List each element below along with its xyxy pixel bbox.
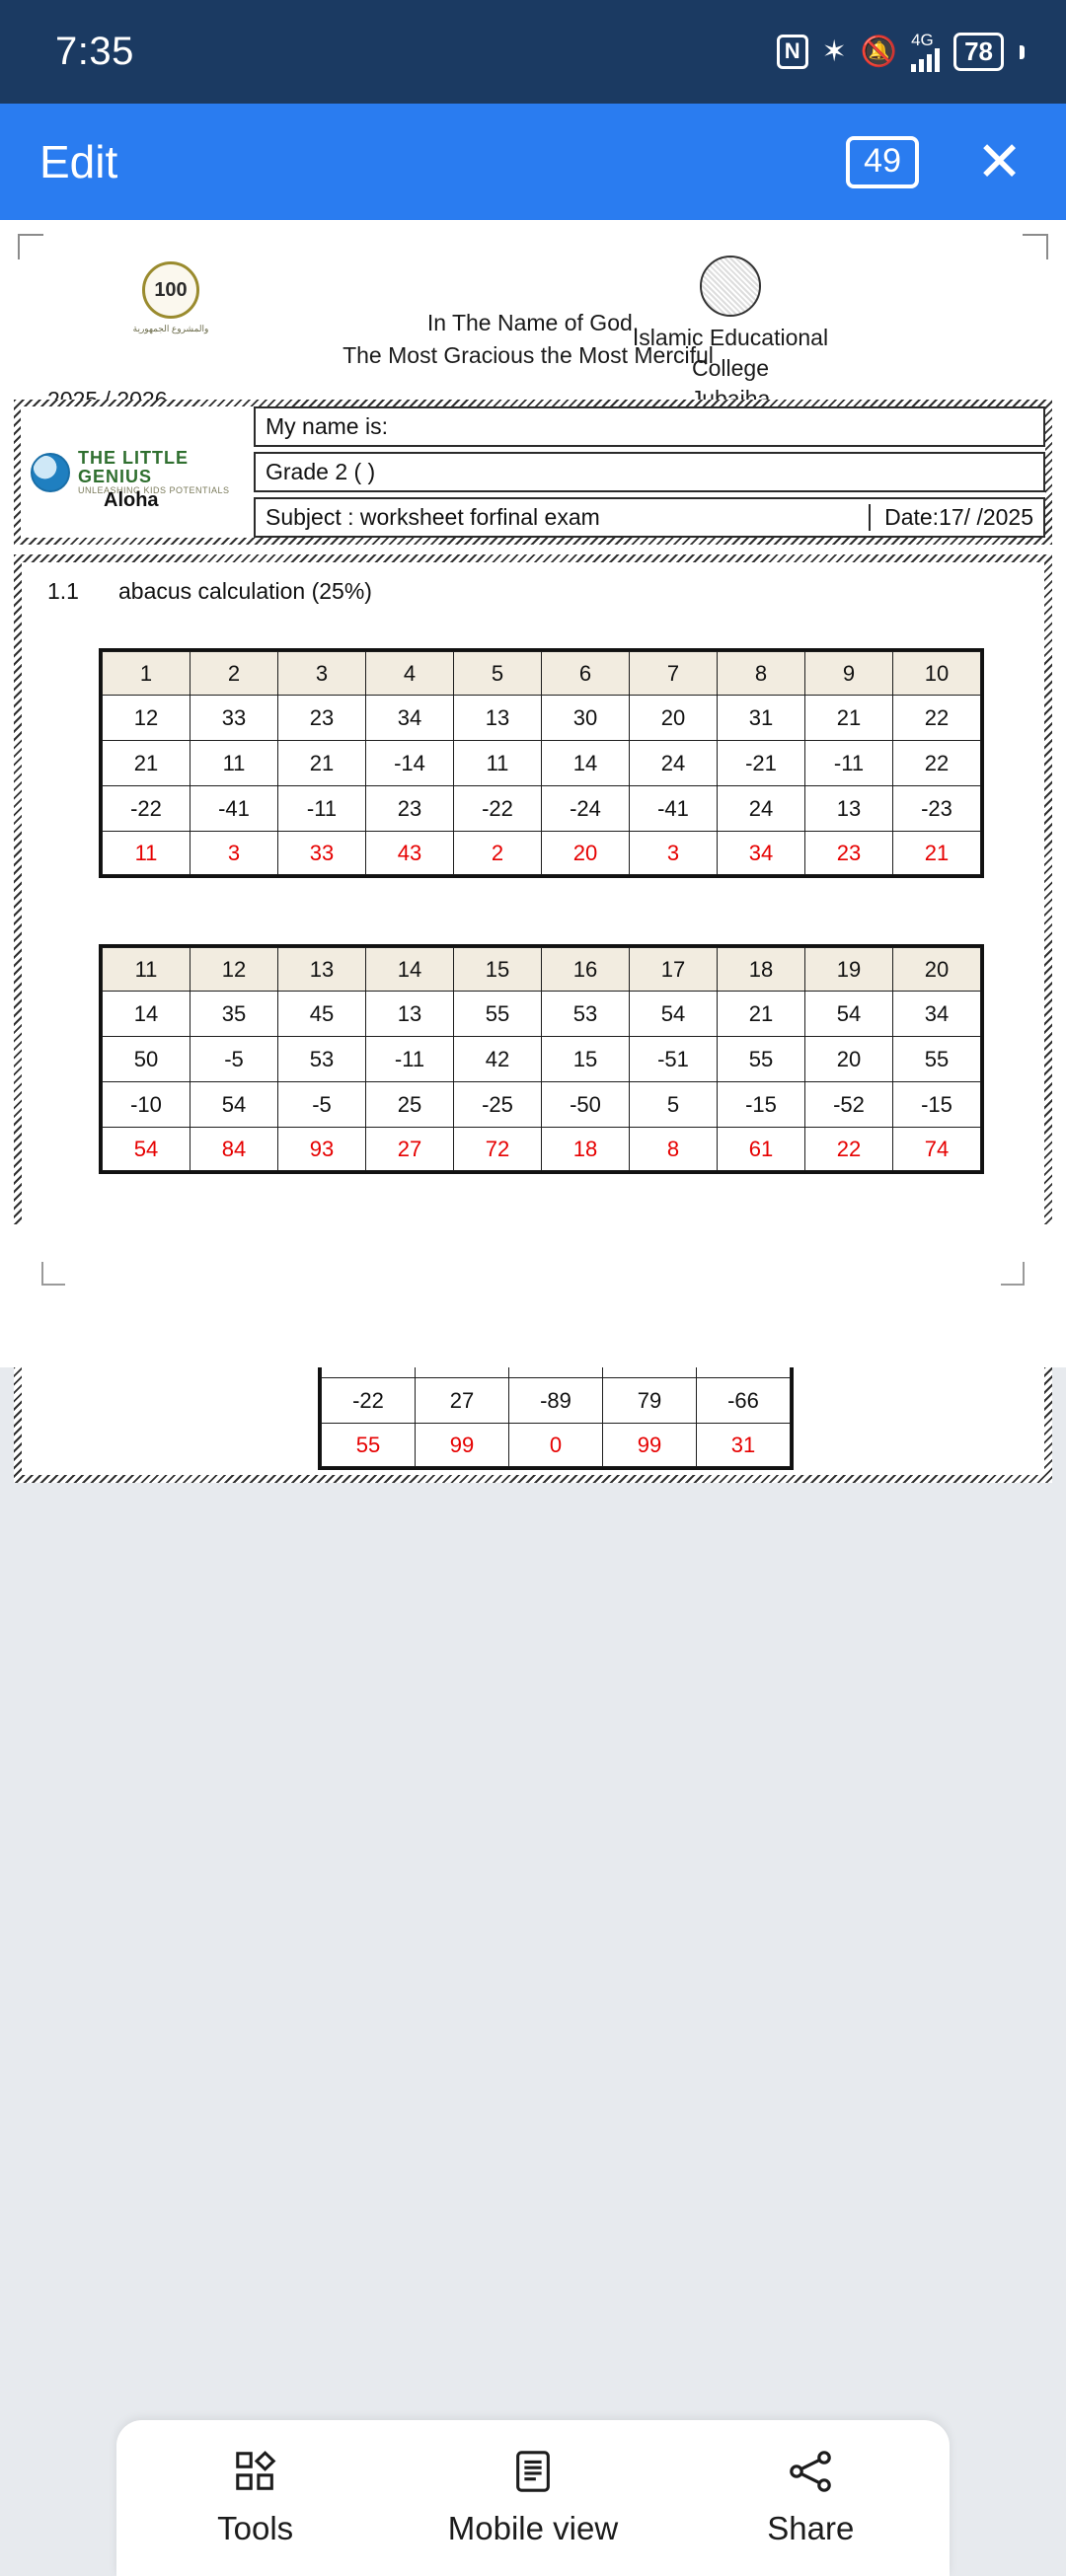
table-cell: 23 (278, 696, 366, 741)
battery-tip-icon (1020, 45, 1025, 59)
table-cell: -11 (805, 741, 893, 786)
table-cell: -5 (190, 1037, 278, 1082)
answer-cell: 27 (366, 1128, 454, 1171)
table-cell: 13 (454, 696, 542, 741)
info-fields (254, 406, 1045, 538)
table-cell: 53 (542, 992, 630, 1037)
table-cell: 53 (278, 1037, 366, 1082)
answer-cell: 21 (893, 832, 981, 875)
table-cell: 33 (190, 696, 278, 741)
school-seal-icon (700, 256, 761, 317)
toolbar-item-mobile-view-label: Mobile view (447, 2510, 619, 2546)
ministry-seal-number: 100 (142, 261, 199, 319)
answer-cell: 8 (630, 1128, 718, 1171)
table-cell: -24 (542, 786, 630, 832)
table-header-cell: 9 (805, 652, 893, 696)
document-page[interactable] (0, 220, 1066, 1457)
toolbar-item-share-label: Share (767, 2510, 855, 2546)
answer-cell: 74 (893, 1128, 981, 1171)
table-row (103, 832, 981, 875)
table-header-cell: 13 (278, 948, 366, 992)
table-row (103, 652, 981, 696)
school-name-line-2: College (692, 355, 769, 382)
table-row (322, 1378, 791, 1424)
toolbar-item-share[interactable] (692, 2449, 929, 2547)
table-cell: 14 (103, 992, 190, 1037)
close-icon[interactable]: ✕ (976, 130, 1023, 192)
table-cell: -23 (893, 786, 981, 832)
answer-cell: 3 (630, 832, 718, 875)
tools-icon (233, 2449, 278, 2494)
grade-field-row[interactable] (254, 452, 1045, 492)
crop-mark-bottom-left-icon (41, 1262, 65, 1286)
answer-cell: 3 (190, 832, 278, 875)
school-seal-block (582, 256, 878, 414)
basmala-line-1: In The Name of God, (426, 310, 640, 335)
table-row (103, 948, 981, 992)
table-cell: -21 (718, 741, 805, 786)
abacus-table-2 (99, 944, 984, 1174)
table-header-cell: 7 (630, 652, 718, 696)
table-cell: 21 (805, 696, 893, 741)
answer-cell: 11 (103, 832, 190, 875)
table-header-cell: 1 (103, 652, 190, 696)
table-cell: -51 (630, 1037, 718, 1082)
answer-cell: 22 (805, 1128, 893, 1171)
table-cell: -52 (805, 1082, 893, 1128)
table-cell: -89 (509, 1378, 603, 1424)
answer-cell: 61 (718, 1128, 805, 1171)
table-header-cell: 8 (718, 652, 805, 696)
table-cell: -15 (893, 1082, 981, 1128)
nfc-icon: N (777, 35, 808, 69)
basmala-text (0, 307, 1066, 373)
table-cell: 25 (366, 1082, 454, 1128)
abacus-table-2-grid (102, 947, 981, 1171)
table-cell: 27 (416, 1378, 509, 1424)
answer-cell: 43 (366, 832, 454, 875)
table-cell: -15 (718, 1082, 805, 1128)
table-row (103, 1128, 981, 1171)
table-row (103, 1082, 981, 1128)
name-field-label: My name is: (266, 413, 388, 439)
table-cell: 12 (103, 696, 190, 741)
table-cell: 20 (805, 1037, 893, 1082)
table-cell: 42 (454, 1037, 542, 1082)
table-row (103, 1037, 981, 1082)
table-cell: 54 (190, 1082, 278, 1128)
answer-cell: 93 (278, 1128, 366, 1171)
table-cell: 11 (454, 741, 542, 786)
table-header-cell: 11 (103, 948, 190, 992)
table-row (103, 741, 981, 786)
table-cell: -5 (278, 1082, 366, 1128)
question-text: abacus calculation (25%) (117, 578, 372, 604)
app-bar-actions (846, 130, 1023, 192)
subject-field-label: Subject : worksheet forfinal exam (266, 504, 600, 530)
table-cell: -41 (630, 786, 718, 832)
table-cell: 13 (805, 786, 893, 832)
signal-bars (911, 48, 940, 72)
table-cell: -22 (103, 786, 190, 832)
answer-cell: 2 (454, 832, 542, 875)
table-cell: 20 (630, 696, 718, 741)
basmala-line-2: The Most Gracious the Most Merciful (343, 342, 714, 369)
table-cell: 50 (103, 1037, 190, 1082)
status-icon-group (777, 32, 1025, 72)
answer-cell: 0 (509, 1424, 603, 1467)
app-bar (0, 104, 1066, 220)
table-cell: 11 (190, 741, 278, 786)
question-heading (22, 578, 1044, 605)
table-header-cell: 10 (893, 652, 981, 696)
table-cell: -10 (103, 1082, 190, 1128)
mute-bell-icon: 🔕 (860, 35, 898, 68)
battery-icon: 78 (953, 33, 1004, 71)
school-name-line-1: Islamic Educational (632, 325, 829, 350)
share-icon (787, 2449, 834, 2494)
signal-icon (911, 32, 940, 72)
answer-cell: 34 (718, 832, 805, 875)
table-cell: 24 (630, 741, 718, 786)
table-cell: 35 (190, 992, 278, 1037)
table-cell: -66 (697, 1378, 791, 1424)
subject-date-row[interactable] (254, 497, 1045, 538)
name-field-row[interactable] (254, 406, 1045, 447)
status-bar (0, 0, 1066, 104)
table-cell: 21 (103, 741, 190, 786)
table-cell: 34 (366, 696, 454, 741)
toolbar-item-tools[interactable] (137, 2449, 374, 2547)
network-type-label: 4G (911, 31, 934, 49)
table-header-cell: 19 (805, 948, 893, 992)
table-cell: 34 (893, 992, 981, 1037)
table-cell: -41 (190, 786, 278, 832)
table-header-cell: 4 (366, 652, 454, 696)
table-cell: 55 (718, 1037, 805, 1082)
brand-logo (21, 406, 254, 538)
table-cell: -14 (366, 741, 454, 786)
worksheet-header (0, 256, 1066, 394)
page-title: Edit (39, 136, 118, 187)
table-row (103, 786, 981, 832)
table-cell: -11 (366, 1037, 454, 1082)
table-row (322, 1424, 791, 1467)
crop-mark-bottom-right-icon (1001, 1262, 1025, 1286)
table-cell: -22 (454, 786, 542, 832)
page-count-badge[interactable]: 49 (846, 136, 919, 188)
table-cell: -50 (542, 1082, 630, 1128)
table-header-cell: 12 (190, 948, 278, 992)
brand-tagline: UNLEASHING KIDS POTENTIALS (78, 484, 230, 495)
bottom-toolbar (116, 2420, 950, 2576)
table-cell: -11 (278, 786, 366, 832)
bluetooth-icon: ✶ (821, 35, 847, 68)
table-cell: 22 (893, 741, 981, 786)
table-cell: 21 (278, 741, 366, 786)
answer-cell: 20 (542, 832, 630, 875)
table-cell: 30 (542, 696, 630, 741)
abacus-table-1 (99, 648, 984, 878)
table-row (103, 992, 981, 1037)
table-cell: 21 (718, 992, 805, 1037)
table-cell: 5 (630, 1082, 718, 1128)
date-field (857, 504, 1033, 531)
table-header-cell: 17 (630, 948, 718, 992)
table-cell: -25 (454, 1082, 542, 1128)
table-cell: 31 (718, 696, 805, 741)
document-scroll-area[interactable] (0, 220, 1066, 2546)
table-cell: 24 (718, 786, 805, 832)
answer-cell: 99 (603, 1424, 697, 1467)
table-cell: 79 (603, 1378, 697, 1424)
table-row (103, 696, 981, 741)
globe-icon (31, 453, 70, 492)
question-number: 1.1 (47, 578, 79, 604)
answer-cell: 99 (416, 1424, 509, 1467)
table-header-cell: 14 (366, 948, 454, 992)
table-header-cell: 3 (278, 652, 366, 696)
answer-cell: 31 (697, 1424, 791, 1467)
table-cell: 23 (366, 786, 454, 832)
brand-name: THE LITTLE GENIUS (78, 447, 189, 486)
date-field-value: 17/ /2025 (939, 504, 1033, 530)
answer-cell: 84 (190, 1128, 278, 1171)
table-header-cell: 6 (542, 652, 630, 696)
table-header-cell: 18 (718, 948, 805, 992)
table-cell: 54 (630, 992, 718, 1037)
mobile-view-icon (513, 2449, 553, 2494)
program-name: Aloha (104, 489, 159, 511)
answer-cell: 18 (542, 1128, 630, 1171)
table-cell: 22 (893, 696, 981, 741)
answer-cell: 72 (454, 1128, 542, 1171)
abacus-table-1-grid (102, 651, 981, 875)
table-cell: 54 (805, 992, 893, 1037)
table-header-cell: 5 (454, 652, 542, 696)
answer-cell: 54 (103, 1128, 190, 1171)
table-cell: 55 (893, 1037, 981, 1082)
table-header-cell: 2 (190, 652, 278, 696)
student-info-inner (21, 406, 1045, 538)
table-header-cell: 20 (893, 948, 981, 992)
toolbar-item-tools-label: Tools (217, 2510, 294, 2546)
table-cell: 13 (366, 992, 454, 1037)
table-cell: 45 (278, 992, 366, 1037)
table-header-cell: 15 (454, 948, 542, 992)
page-bottom-margin (0, 1224, 1066, 1367)
student-info-frame (14, 400, 1052, 545)
date-field-label: Date: (869, 504, 939, 531)
status-clock: 7:35 (55, 30, 134, 73)
table-header-cell: 16 (542, 948, 630, 992)
table-cell: 55 (454, 992, 542, 1037)
table-cell: -22 (322, 1378, 416, 1424)
answer-cell: 23 (805, 832, 893, 875)
grade-field-label: Grade 2 ( ) (266, 459, 376, 484)
answer-cell: 55 (322, 1424, 416, 1467)
ministry-seal-caption: والمشروع الجمهورية (132, 324, 209, 333)
table-cell: 14 (542, 741, 630, 786)
toolbar-item-mobile-view[interactable] (415, 2449, 651, 2547)
table-cell: 15 (542, 1037, 630, 1082)
answer-cell: 33 (278, 832, 366, 875)
